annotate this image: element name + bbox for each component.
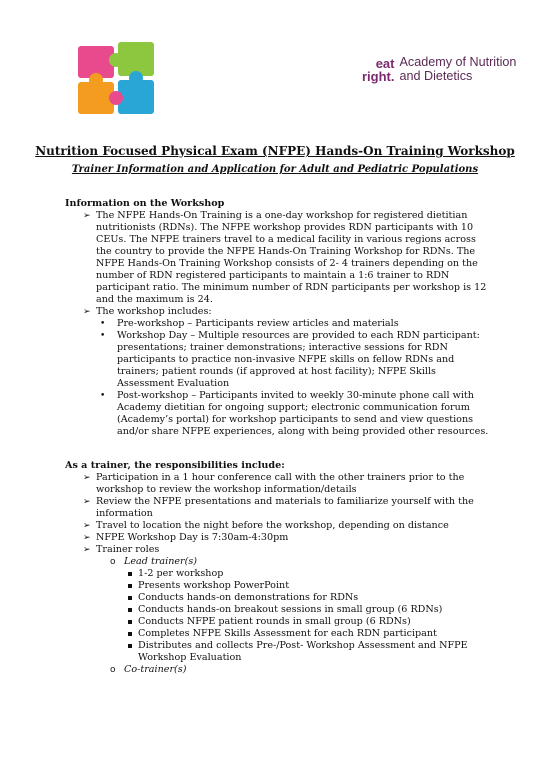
list-item: ➢ The workshop includes: • Pre-workshop – Participants review articles and materials • Workshop Day – Multiple resources are provided to each RDN participant: presentations; trainer demonstrations; interactive sessions for RDN participants to practice non-invasive NFPE skills on fellow RDNs and trainers; patient rounds (if approved at host facility); NFPE Skills Assessment Evaluation • Post-workshop – Participants invited to weekly 30-minute phone call with Academy dietitian for ongoing support; electronic communication forum (Academy’s portal) for workshop participants to send and view questions and/or share NFPE experiences, along with being provided other resources. bbox=[83, 306, 489, 437]
list-item: Conducts hands-on demonstrations for RDNs bbox=[124, 592, 490, 604]
document-body bbox=[65, 198, 490, 676]
info-list bbox=[65, 210, 490, 438]
document-title: Nutrition Focused Physical Exam (NFPE) Hands-On Training Workshop bbox=[35, 144, 515, 158]
trainer-roles-list bbox=[96, 556, 490, 676]
list-item: o Lead trainer(s) 1-2 per workshop Presents workshop PowerPoint Conducts hands-on demonstrations for RDNs Conducts hands-on breakout sessions in small group (6 RDNs) Conducts NFPE patient rounds in small group (6 RDNs) Completes NFPE Skills Assessment for each RDN participant Distributes and collects Pre-/Post- Workshop Assessment and NFPE Workshop Evaluation bbox=[96, 556, 490, 664]
list-item: Conducts hands-on breakout sessions in small group (6 RDNs) bbox=[124, 604, 490, 616]
square-bullet-icon bbox=[128, 596, 132, 600]
list-item: ➢ Travel to location the night before the workshop, depending on distance bbox=[83, 520, 449, 531]
square-bullet-icon bbox=[128, 620, 132, 624]
arrow-bullet-icon: ➢ bbox=[83, 211, 91, 221]
workshop-includes-list bbox=[96, 318, 490, 438]
square-bullet-icon bbox=[128, 632, 132, 636]
list-item: ➢ The NFPE Hands-On Training is a one-day workshop for registered dietitian nutritionists (RDNs). The NFPE workshop provides RDN participants with 10 CEUs. The NFPE trainers travel to a medical facility in various regions across the country to provide the NFPE Hands-On Training Workshop for RDNs. The NFPE Hands-On Training Workshop consists of 2- 4 trainers depending on the number of RDN registered participants to maintain a 1:6 trainer to RDN participant ratio. The minimum number of RDN participants per workshop is 12 and the maximum is 24. bbox=[83, 210, 487, 305]
square-bullet-icon bbox=[128, 584, 132, 588]
trainer-list bbox=[65, 472, 490, 676]
bullet-icon: • bbox=[100, 319, 106, 329]
academy-logo bbox=[362, 56, 516, 83]
circle-bullet-icon: o bbox=[110, 557, 116, 567]
list-item: • Workshop Day – Multiple resources are provided to each RDN participant: presentations; trainer demonstrations; interactive sessions for RDN participants to practice non-invasive NFPE skills on fellow RDNs and trainers; patient rounds (if approved at host facility); NFPE Skills Assessment Evaluation bbox=[100, 330, 480, 389]
academy-name: Academy of Nutrition and Dietetics bbox=[399, 55, 517, 83]
list-item: ➢ Review the NFPE presentations and materials to familiarize yourself with the information bbox=[83, 496, 474, 519]
list-item: Completes NFPE Skills Assessment for each RDN participant bbox=[124, 628, 490, 640]
document-subtitle: Trainer Information and Application for Adult and Pediatric Populations bbox=[71, 164, 479, 175]
arrow-bullet-icon: ➢ bbox=[83, 533, 91, 543]
circle-bullet-icon: o bbox=[110, 665, 116, 675]
arrow-bullet-icon: ➢ bbox=[83, 473, 91, 483]
square-bullet-icon bbox=[128, 644, 132, 648]
square-bullet-icon bbox=[128, 608, 132, 612]
section-heading-trainer: As a trainer, the responsibilities include: bbox=[65, 460, 285, 471]
list-item: ➢ NFPE Workshop Day is 7:30am-4:30pm bbox=[83, 532, 289, 543]
lead-trainer-list bbox=[124, 568, 490, 664]
puzzle-logo-icon bbox=[72, 38, 164, 120]
list-item: • Pre-workshop – Participants review articles and materials bbox=[100, 318, 399, 329]
arrow-bullet-icon: ➢ bbox=[83, 307, 91, 317]
arrow-bullet-icon: ➢ bbox=[83, 521, 91, 531]
square-bullet-icon bbox=[128, 572, 132, 576]
list-item: ➢ Participation in a 1 hour conference call with the other trainers prior to the workshop to review the workshop information/details bbox=[83, 472, 465, 495]
list-item: Distributes and collects Pre-/Post- Workshop Assessment and NFPE Workshop Evaluation bbox=[124, 640, 490, 664]
list-item: • Post-workshop – Participants invited to weekly 30-minute phone call with Academy dietitian for ongoing support; electronic communication forum (Academy’s portal) for workshop participants to send and view questions and/or share NFPE experiences, along with being provided other resources. bbox=[100, 390, 489, 437]
list-item: Conducts NFPE patient rounds in small group (6 RDNs) bbox=[124, 616, 490, 628]
section-heading-info: Information on the Workshop bbox=[65, 198, 225, 209]
bullet-icon: • bbox=[100, 331, 106, 341]
list-item: ➢ Trainer roles o Lead trainer(s) 1-2 per workshop Presents workshop PowerPoint Conducts hands-on demonstrations for RDNs Conducts hands-on breakout sessions in small group (6 RDNs) Conducts NFPE patient rounds in small group (6 RDNs) Completes NFPE Skills Assessment for each RDN participant Distributes and collects Pre-/Post- Workshop Assessment and NFPE Workshop Evaluation o Co-trainer(s) bbox=[65, 544, 490, 676]
eat-right-logo: eat right. bbox=[362, 55, 395, 84]
arrow-bullet-icon: ➢ bbox=[83, 497, 91, 507]
list-item: 1-2 per workshop bbox=[124, 568, 490, 580]
arrow-bullet-icon: ➢ bbox=[83, 545, 91, 555]
list-item: o Co-trainer(s) bbox=[110, 664, 187, 675]
list-item: Presents workshop PowerPoint bbox=[124, 580, 490, 592]
bullet-icon: • bbox=[100, 391, 106, 401]
